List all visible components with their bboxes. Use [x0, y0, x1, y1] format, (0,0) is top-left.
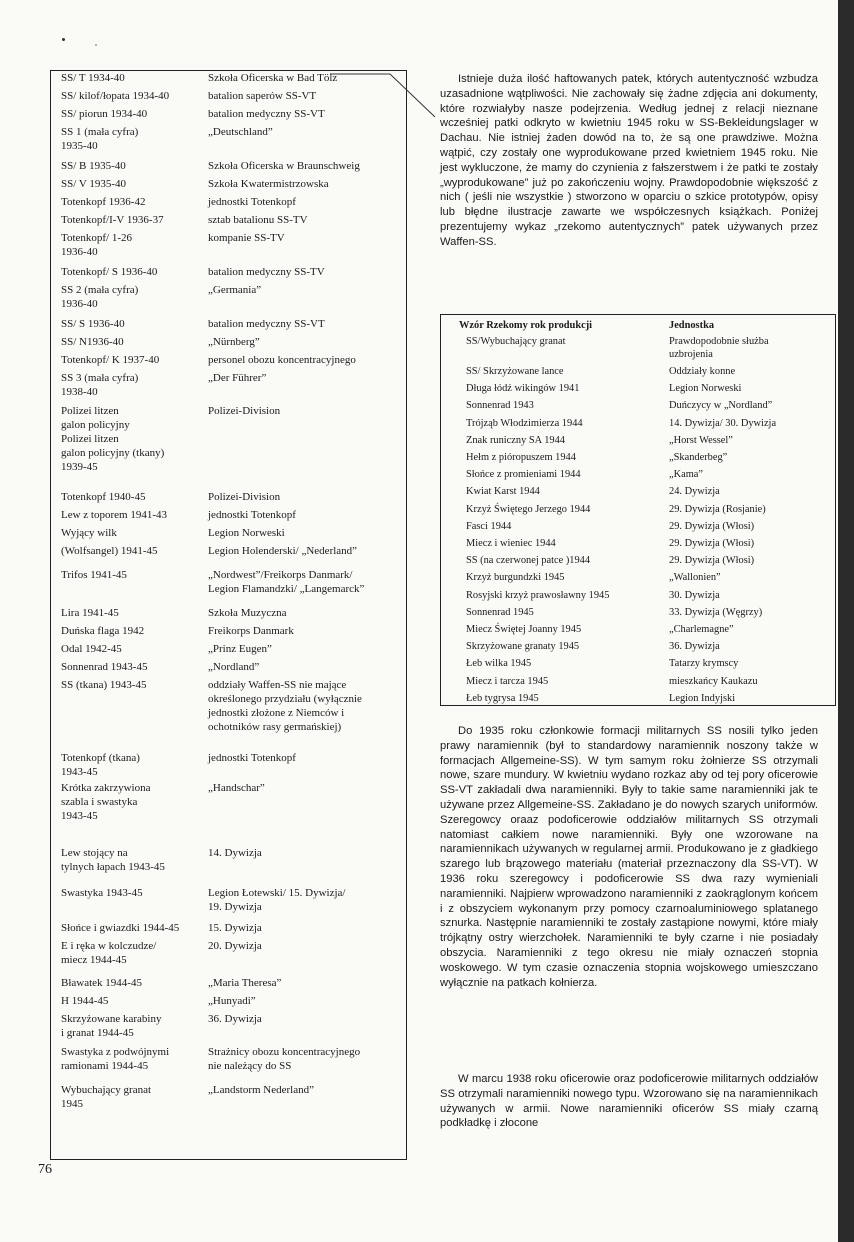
unit-cell	[208, 624, 403, 638]
pattern-text: SS/Wybuchający granat	[466, 336, 566, 347]
pattern-text: SS/ S 1936-40	[61, 318, 125, 330]
unit-text: jednostki Totenkopf	[208, 752, 296, 764]
pattern-cell	[61, 335, 206, 349]
unit-cell	[669, 399, 834, 412]
unit-cell	[208, 976, 403, 990]
unit-text: „Germania”	[208, 284, 262, 296]
unit-cell	[669, 675, 834, 688]
unit-cell	[669, 692, 834, 705]
pattern-text: 1943-45	[61, 766, 98, 778]
unit-text: „Skanderbeg”	[669, 452, 728, 463]
unit-cell	[669, 606, 834, 619]
right-patch-table	[440, 314, 836, 706]
unit-cell	[208, 353, 403, 367]
unit-cell	[669, 365, 834, 378]
pattern-cell	[61, 751, 206, 779]
unit-cell	[208, 177, 403, 191]
unit-cell	[208, 159, 403, 173]
unit-cell	[669, 485, 834, 498]
pattern-cell	[61, 125, 206, 153]
unit-cell	[208, 678, 403, 734]
unit-text: Strażnicy obozu koncentracyjnego	[208, 1046, 361, 1058]
pattern-cell	[61, 265, 206, 279]
pattern-text: SS (na czerwonej patce )1944	[466, 555, 591, 567]
pattern-cell	[61, 846, 206, 874]
pattern-text: E i ręka w kolczudze/	[61, 940, 157, 952]
unit-text: Legion Norweski	[208, 527, 285, 539]
unit-cell	[669, 554, 834, 567]
unit-cell	[208, 544, 403, 558]
pattern-text: 1936-40	[61, 298, 98, 310]
unit-text: „Horst Wessel”	[669, 434, 733, 446]
unit-cell	[669, 503, 834, 516]
pattern-cell	[61, 642, 206, 656]
unit-cell	[669, 468, 834, 481]
unit-text: 29. Dywizja (Włosi)	[669, 555, 755, 567]
pattern-text: ramionami 1944-45	[61, 1060, 149, 1072]
pattern-text: Swastyka 1943-45	[61, 887, 143, 899]
unit-cell	[208, 1083, 403, 1097]
unit-cell	[208, 508, 403, 522]
pattern-text: Swastyka z podwójnymi	[61, 1046, 170, 1058]
unit-text: 20. Dywizja	[208, 940, 262, 952]
unit-text: Legion Flamandzki/ „Langemarck”	[208, 583, 365, 595]
unit-text: 29. Dywizja (Rosjanie)	[669, 503, 766, 515]
unit-cell	[669, 434, 834, 447]
unit-text: Legion Indyjski	[669, 692, 736, 704]
unit-text: „Der Führer”	[208, 372, 267, 384]
pattern-text: Trifos 1941-45	[61, 569, 127, 581]
unit-text: „Landstorm Nederland”	[208, 1084, 314, 1096]
unit-cell	[208, 125, 403, 139]
unit-cell	[669, 451, 834, 464]
unit-text: oddziały Waffen-SS nie mające	[208, 679, 347, 691]
unit-cell	[208, 751, 403, 765]
pattern-text: SS/ Skrzyżowane lance	[466, 366, 564, 377]
unit-text: jednostki Totenkopf	[208, 196, 296, 208]
unit-cell	[208, 660, 403, 674]
unit-text: Oddziały konne	[669, 366, 736, 377]
unit-text: uzbrojenia	[669, 349, 713, 360]
pattern-text: szabla i swastyka	[61, 796, 138, 808]
unit-text: Tatarzy krymscy	[669, 658, 739, 670]
pattern-text: Trójząb Włodzimierza 1944	[466, 417, 583, 429]
pattern-cell	[61, 568, 206, 582]
unit-text: „Handschar”	[208, 782, 265, 794]
unit-text: personel obozu koncentracyjnego	[208, 354, 356, 366]
unit-text: 36. Dywizja	[669, 641, 720, 653]
pattern-text: SS/ kilof/łopata 1934-40	[61, 90, 170, 102]
unit-cell	[669, 623, 834, 636]
pattern-text: Totenkopf/ S 1936-40	[61, 266, 158, 278]
unit-text: mieszkańcy Kaukazu	[669, 675, 758, 687]
pattern-cell	[61, 107, 206, 121]
pattern-cell	[61, 781, 206, 823]
pattern-cell	[61, 1083, 206, 1111]
pattern-cell	[61, 606, 206, 620]
paragraph-naramienniki: Do 1935 roku członkowie formacji militarnych SS nosili tylko jeden prawy naramiennik (był to standardowy naramiennik noszony także w formacjach Allgemeine-SS). W tym samym roku żołnierze SS otrzymali nowe, szare mundury. W kwietniu wydano rozkaz aby od tej pory oficerowie SS-VT zakładali dwa naramienniki. Były to takie same naramienniki jak te używane przez Allgemeine-SS. Zakładano je do nowych szarych uniformów. Szeregowcy oraaz podoficerowie oddziałów militarnych SS otrzymali natomiast całkiem nowe naramienniki. Były one wzorowane na naramiennikach używanych w regularnej armii. Produkowano je z gładkiego szarego lub brązowego materiału (materiał przeznaczony dla SS-VT). W 1936 roku szeregowcy i podoficerowie SS dwa razy wymieniali naramienniki. Najpierw wprowadzono naramienniki z zaokrąglonym końcem i z obszyciem wykonanym przy pomocy czarnoaluminiowego splatanego sznurka. Następnie naramienniki te zostały zastąpione nowymi, które miały trójkątny ostry wierzchołek. Naramienniki te były czarne i nie posiadały obszycia. Naramienniki z tego okresu nie miały oznaczeń stopnia woskowego. W tym czasie oznaczenia stopnia wojskowego umieszczano wyłącznie na patkach kołnierza.	[440, 725, 818, 989]
pointer-line	[330, 72, 440, 122]
unit-text: „Nordwest”/Freikorps Danmark/	[208, 569, 353, 581]
pattern-text: SS/ B 1935-40	[61, 160, 126, 172]
unit-text: 36. Dywizja	[208, 1013, 262, 1025]
pattern-text: Duńska flaga 1942	[61, 625, 145, 637]
unit-text: Prawdopodobnie służba	[669, 336, 769, 347]
pattern-cell	[61, 678, 206, 692]
unit-text: 19. Dywizja	[208, 901, 262, 913]
unit-cell	[208, 994, 403, 1008]
pattern-text: i granat 1944-45	[61, 1027, 134, 1039]
pattern-text: SS/ V 1935-40	[61, 178, 127, 190]
pattern-cell	[61, 159, 206, 173]
unit-text: batalion medyczny SS-VT	[208, 108, 325, 120]
pattern-cell	[61, 508, 206, 522]
unit-cell	[669, 537, 834, 550]
unit-cell	[208, 335, 403, 349]
unit-cell	[208, 231, 403, 245]
unit-text: Duńczycy w „Nordland”	[669, 400, 773, 412]
intro-paragraph: Istnieje duża ilość haftowanych patek, których autentyczność wzbudza uzasadnione wątpliwości. Nie zachowały się żadne zdjęcia ani dokumenty, które rozwiałyby nasze podejrzenia. Według jednej z relacji nieznane wcześniej patki odkryto w kwietniu 1945 roku w SS-Bekleidungslager w Dachau. Nie istniej żaden dowód na to, że są one prawdziwe. Można wątpić, czy zostały one wyprodukowane przed kwietniem 1945 roku. Nie jest wykluczone, że mamy do czynienia z fałszerstwem i że patki te zostały „wyprodukowane” już po zakończeniu wojny. Prawdopodobnie większość z nich ( jeśli nie wszystkie ) stworzono w oparciu o szkice prototypów, opisy lub błędne ilustracje zawarte we współczesnych książkach. Poniżej prezentujemy wykaz „rzekomo autentycznych” patek używanych przez Waffen-SS.	[440, 73, 818, 248]
pattern-text: galon policyjny	[61, 419, 130, 431]
unit-cell	[208, 195, 403, 209]
unit-cell	[208, 371, 403, 385]
pattern-text: 1945	[61, 1098, 83, 1110]
unit-text: „Hunyadi”	[208, 995, 256, 1007]
pattern-text: Totenkopf/I-V 1936-37	[61, 214, 164, 226]
unit-text: 14. Dywizja/ 30. Dywizja	[669, 417, 777, 429]
pattern-cell	[61, 886, 206, 900]
pattern-text: galon policyjny (tkany)	[61, 447, 165, 459]
pattern-cell	[61, 371, 206, 399]
unit-cell	[208, 1012, 403, 1026]
pattern-text: Fasci 1944	[466, 520, 512, 532]
unit-text: 15. Dywizja	[208, 922, 262, 934]
unit-text: jednostki złożone z Niemców i	[208, 707, 345, 719]
unit-cell	[669, 417, 834, 430]
unit-text: Szkoła Kwatermistrzowska	[208, 178, 329, 190]
pattern-cell	[61, 231, 206, 259]
unit-text: „Nürnberg”	[208, 336, 260, 348]
pattern-cell	[61, 283, 206, 311]
pattern-cell	[61, 490, 206, 504]
pattern-text: 1939-45	[61, 461, 98, 473]
pattern-text: Znak runiczny SA 1944	[466, 434, 565, 446]
unit-cell	[208, 921, 403, 935]
pattern-cell	[61, 544, 206, 558]
header-pattern: Wzór Rzekomy rok produkcji	[459, 320, 593, 331]
unit-cell	[208, 526, 403, 540]
unit-cell	[669, 520, 834, 533]
unit-text: Polizei-Division	[208, 405, 281, 417]
scan-speck	[95, 44, 97, 46]
unit-text: batalion saperów SS-VT	[208, 90, 317, 102]
pattern-text: 1938-40	[61, 386, 98, 398]
page-number: 76	[38, 1162, 52, 1177]
unit-text: Legion Holenderski/ „Nederland”	[208, 545, 358, 557]
pattern-text: (Wolfsangel) 1941-45	[61, 545, 158, 557]
unit-cell	[669, 640, 834, 653]
pattern-text: Rosyjski krzyż prawosławny 1945	[466, 589, 610, 601]
pattern-cell	[61, 660, 206, 674]
unit-cell	[208, 317, 403, 331]
unit-text: 29. Dywizja (Włosi)	[669, 538, 755, 549]
pattern-text: Lew z toporem 1941-43	[61, 509, 167, 521]
unit-cell	[208, 283, 403, 297]
pattern-text: Kwiat Karst 1944	[466, 486, 540, 498]
pattern-text: 1943-45	[61, 810, 98, 822]
pattern-text: Sonnenrad 1943	[466, 400, 534, 412]
unit-text: „Wallonien”	[669, 572, 721, 584]
pattern-cell	[61, 526, 206, 540]
unit-text: sztab batalionu SS-TV	[208, 214, 308, 226]
unit-text: batalion medyczny SS-VT	[208, 318, 325, 330]
pattern-text: Hełm z pióropuszem 1944	[466, 452, 576, 463]
pattern-text: Totenkopf/ 1-26	[61, 232, 133, 244]
pattern-text: Bławatek 1944-45	[61, 977, 142, 989]
unit-text: Legion Norweski	[669, 383, 742, 395]
pattern-text: Krzyż Świętego Jerzego 1944	[466, 503, 591, 515]
unit-cell	[669, 571, 834, 584]
unit-text: 29. Dywizja (Włosi)	[669, 520, 755, 532]
unit-text: „Deutschland”	[208, 126, 273, 138]
scan-speck	[62, 38, 65, 41]
pattern-cell	[61, 213, 206, 227]
pattern-cell	[61, 89, 206, 103]
pattern-cell	[61, 71, 206, 85]
unit-text: określonego przydziału (wyłącznie	[208, 693, 362, 705]
pattern-text: Słońce z promieniami 1944	[466, 469, 581, 481]
unit-text: kompanie SS-TV	[208, 232, 285, 244]
pattern-cell	[61, 994, 206, 1008]
unit-cell	[208, 213, 403, 227]
pattern-cell	[61, 624, 206, 638]
pattern-cell	[61, 317, 206, 331]
unit-text: Szkoła Muzyczna	[208, 607, 287, 619]
unit-cell	[208, 265, 403, 279]
unit-text: Legion Łotewski/ 15. Dywizja/	[208, 887, 346, 899]
unit-cell	[669, 657, 834, 670]
unit-cell	[208, 568, 403, 596]
unit-text: „Maria Theresa”	[208, 977, 282, 989]
unit-text: 30. Dywizja	[669, 589, 720, 601]
unit-text: Szkoła Oficerska w Bad Tölz	[208, 72, 338, 84]
unit-text: Szkoła Oficerska w Braunschweig	[208, 160, 360, 172]
pattern-cell	[61, 939, 206, 967]
pattern-text: H 1944-45	[61, 995, 109, 1007]
pattern-text: Łeb tygrysa 1945	[466, 692, 539, 704]
pattern-text: Polizei litzen	[61, 433, 119, 445]
pattern-text: Miecz i wieniec 1944	[466, 538, 556, 549]
pattern-cell	[61, 177, 206, 191]
unit-cell	[669, 335, 834, 361]
unit-text: 14. Dywizja	[208, 847, 262, 859]
pattern-text: Wyjący wilk	[61, 527, 117, 539]
pattern-text: Lira 1941-45	[61, 607, 119, 619]
pattern-cell	[61, 1045, 206, 1073]
pattern-text: Totenkopf 1940-45	[61, 491, 146, 503]
pattern-cell	[61, 353, 206, 367]
pattern-text: Odal 1942-45	[61, 643, 122, 655]
unit-text: „Prinz Eugen”	[208, 643, 272, 655]
unit-text: ochotników rasy germańskiej)	[208, 721, 342, 733]
pattern-text: Totenkopf (tkana)	[61, 752, 140, 764]
pattern-text: Sonnenrad 1943-45	[61, 661, 148, 673]
pattern-text: SS (tkana) 1943-45	[61, 679, 147, 691]
pattern-text: Polizei litzen	[61, 405, 119, 417]
pattern-text: Miecz i tarcza 1945	[466, 675, 549, 687]
pattern-cell	[61, 195, 206, 209]
pattern-text: Totenkopf 1936-42	[61, 196, 146, 208]
paragraph-1938: W marcu 1938 roku oficerowie oraz podoficerowie militarnych oddziałów SS otrzymali naramienniki nowego typu. Wzorowano się na naramiennikach używanych w armii. Nowe naramienniki oficerów SS miały czarną podkładkę i złocone	[440, 1073, 818, 1130]
pattern-text: 1935-40	[61, 140, 98, 152]
unit-text: Polizei-Division	[208, 491, 281, 503]
left-patch-table	[50, 70, 407, 1160]
pattern-cell	[61, 404, 206, 474]
pattern-cell	[61, 976, 206, 990]
pattern-text: SS/ T 1934-40	[61, 72, 125, 84]
pattern-text: tylnych łapach 1943-45	[61, 861, 165, 873]
header-unit: Jednostka	[669, 320, 715, 331]
pattern-text: Totenkopf/ K 1937-40	[61, 354, 160, 366]
unit-cell	[208, 781, 403, 795]
pattern-text: Krótka zakrzywiona	[61, 782, 151, 794]
pattern-text: 1936-40	[61, 246, 98, 258]
unit-cell	[208, 886, 403, 914]
unit-text: „Kama”	[669, 469, 704, 481]
unit-text: jednostki Totenkopf	[208, 509, 296, 521]
unit-cell	[208, 606, 403, 620]
pattern-text: SS/ piorun 1934-40	[61, 108, 148, 120]
unit-text: 24. Dywizja	[669, 486, 720, 498]
pattern-text: SS 1 (mała cyfra)	[61, 126, 139, 138]
unit-cell	[669, 382, 834, 395]
pattern-text: SS/ N1936-40	[61, 336, 124, 348]
unit-text: „Nordland”	[208, 661, 260, 673]
pattern-text: Sonnenrad 1945	[466, 606, 534, 618]
unit-text: nie należący do SS	[208, 1060, 292, 1072]
scan-edge-shadow	[838, 0, 854, 1242]
pattern-cell	[61, 921, 206, 935]
unit-text: 33. Dywizja (Węgrzy)	[669, 606, 763, 618]
pattern-text: Słońce i gwiazdki 1944-45	[61, 922, 180, 934]
pattern-text: Wybuchający granat	[61, 1084, 152, 1096]
pattern-text: Lew stojący na	[61, 847, 128, 859]
pattern-cell	[61, 1012, 206, 1040]
unit-cell	[208, 846, 403, 860]
pattern-text: Skrzyżowane karabiny	[61, 1013, 162, 1025]
unit-cell	[669, 589, 834, 602]
unit-cell	[208, 642, 403, 656]
pattern-text: Długa łódź wikingów 1941	[466, 383, 580, 395]
pattern-text: Miecz Świętej Joanny 1945	[466, 624, 582, 635]
unit-cell	[208, 490, 403, 504]
pattern-text: SS 3 (mała cyfra)	[61, 372, 139, 384]
unit-text: batalion medyczny SS-TV	[208, 266, 325, 278]
unit-cell	[208, 939, 403, 953]
pattern-text: Skrzyżowane granaty 1945	[466, 641, 580, 653]
pattern-text: miecz 1944-45	[61, 954, 127, 966]
unit-cell	[208, 404, 403, 418]
pattern-text: Krzyż burgundzki 1945	[466, 572, 565, 584]
pattern-text: SS 2 (mała cyfra)	[61, 284, 139, 296]
unit-text: Freikorps Danmark	[208, 625, 294, 637]
unit-text: „Charlemagne”	[669, 624, 734, 635]
pattern-text: Łeb wilka 1945	[466, 658, 532, 670]
unit-cell	[208, 1045, 403, 1073]
